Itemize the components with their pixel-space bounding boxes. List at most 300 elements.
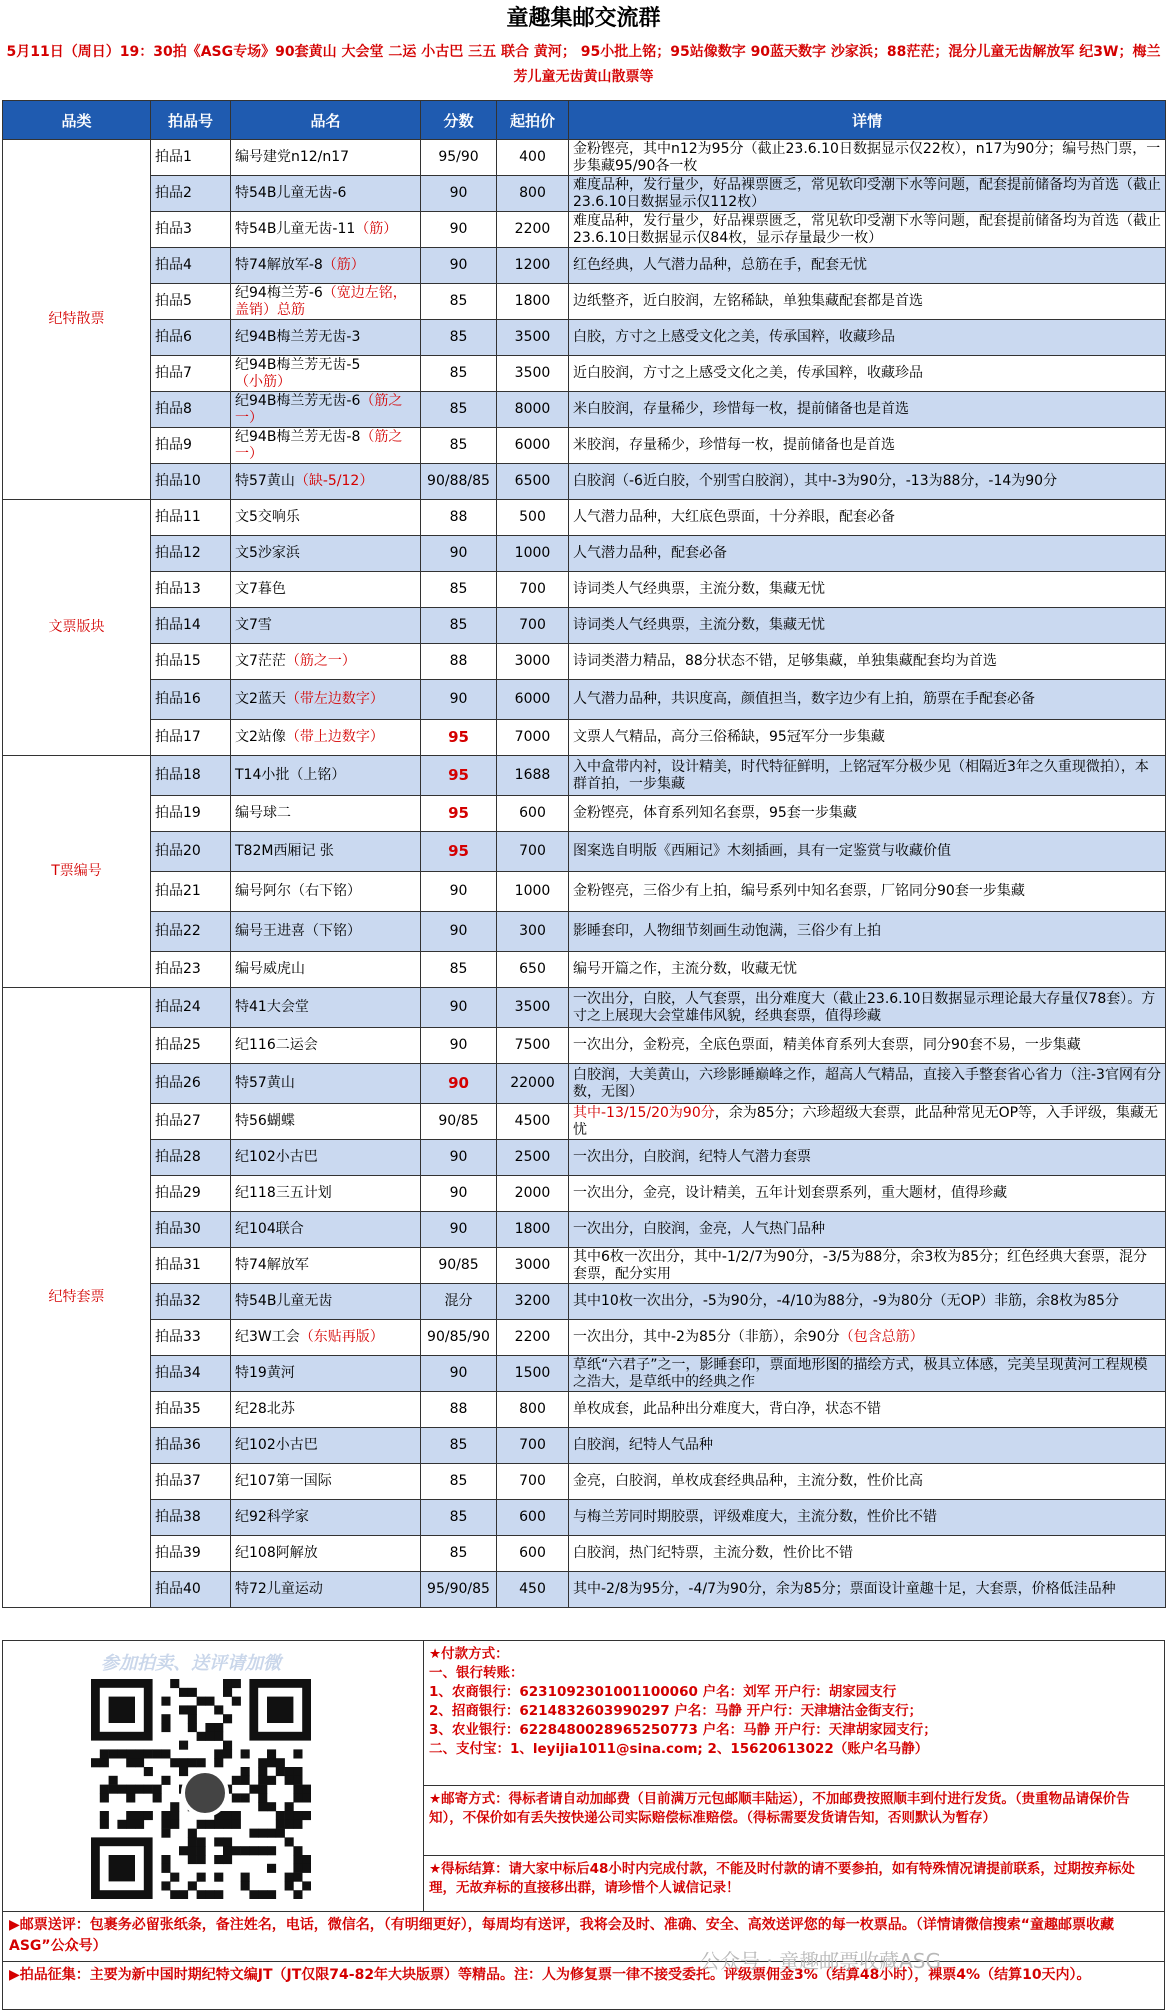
lot-score: 85: [449, 401, 468, 417]
lot-score: 85: [449, 1473, 468, 1489]
lot-name: 文2站像: [235, 729, 286, 745]
lot-detail: 米胶润，存量稀少，珍惜每一枚，提前储备也是首选: [573, 437, 895, 453]
lot-detail-cell: [569, 284, 1166, 320]
lot-name-cell: [231, 912, 421, 952]
lot-score-cell: [421, 1320, 497, 1356]
lot-price-cell: 700: [497, 572, 569, 608]
lot-number-cell: 拍品19: [151, 796, 231, 832]
table-row: [3, 988, 1166, 1028]
lot-name: 特72儿童运动: [235, 1581, 323, 1597]
lot-score: 90: [449, 185, 468, 201]
lot-detail-cell: [569, 1464, 1166, 1500]
lot-name-note: （筋之一）: [235, 428, 403, 462]
table-row: [3, 284, 1166, 320]
lot-name: T82M西厢记 张: [235, 843, 334, 859]
lot-name-note: （筋）: [355, 221, 398, 237]
lot-price-cell: 700: [497, 832, 569, 872]
lot-detail-cell: [569, 1500, 1166, 1536]
lot-detail-cell: [569, 1392, 1166, 1428]
lot-detail-cell: [569, 140, 1166, 176]
lot-number-cell: 拍品12: [151, 536, 231, 572]
lot-detail: 一次出分，金粉亮，全底色票面，精美体育系列大套票，同分90套不易，一步集藏: [573, 1037, 1081, 1053]
alipay-account: 二、支付宝：1、leyijia1011@sina.com; 2、15620613022（账户名马静）: [429, 1741, 929, 1757]
lot-score-cell: [421, 284, 497, 320]
lot-detail-cell: [569, 392, 1166, 428]
lot-name-cell: [231, 320, 421, 356]
lot-name-note: （小筋）: [235, 373, 291, 390]
table-row: [3, 1392, 1166, 1428]
lot-detail: 其中6枚一次出分，其中-1/2/7为90分，-3/5为88分，余3枚为85分；红色经典大套票，混分套票，配分实用: [573, 1248, 1148, 1282]
lot-name: 特54B儿童无齿: [235, 1293, 333, 1309]
lot-detail-cell: [569, 1064, 1166, 1104]
lot-number-cell: 拍品18: [151, 756, 231, 796]
lot-score: 90: [449, 545, 468, 561]
lot-detail-cell: [569, 720, 1166, 756]
lot-name: 编号球二: [235, 805, 291, 821]
lot-score: 85: [449, 293, 468, 309]
lot-score-cell: [421, 680, 497, 720]
lot-number-cell: 拍品6: [151, 320, 231, 356]
lot-score-cell: [421, 1464, 497, 1500]
lot-name: 纪28北苏: [235, 1401, 295, 1417]
lot-name-cell: [231, 608, 421, 644]
lot-price-cell: 4500: [497, 1104, 569, 1140]
table-row: [3, 1212, 1166, 1248]
lot-detail: 单枚成套，此品种出分难度大，背白净，状态不错: [573, 1401, 881, 1417]
lot-price-cell: 1800: [497, 1212, 569, 1248]
lot-score: 85: [449, 961, 468, 977]
lot-score: 85: [449, 329, 468, 345]
table-row: [3, 1176, 1166, 1212]
lot-name-cell: [231, 1428, 421, 1464]
bank-account-2: 2、招商银行：6214832603990297 户名：马静 开户行：天津塘沽金街支行；: [429, 1703, 923, 1719]
lot-name: 纪102小古巴: [235, 1149, 318, 1165]
lot-price-cell: 600: [497, 796, 569, 832]
lot-name: 纪94B梅兰芳无齿-6: [235, 392, 361, 409]
lot-price-cell: 1200: [497, 248, 569, 284]
table-row: [3, 464, 1166, 500]
lot-score-cell: [421, 1572, 497, 1608]
lot-score-cell: [421, 720, 497, 756]
lot-name-cell: [231, 536, 421, 572]
lot-detail-cell: [569, 1104, 1166, 1140]
lot-name: 特57黄山: [235, 473, 295, 489]
lot-price-cell: 300: [497, 912, 569, 952]
lot-detail: 难度品种，发行量少，好品裸票匮乏，常见软印受潮下水等问题，配套提前储备均为首选（截止23.6.10日数据显示仅112枚）: [573, 176, 1161, 210]
lot-price-cell: 6000: [497, 428, 569, 464]
lot-name: 编号建党n12/n17: [235, 149, 350, 165]
table-row: [3, 1428, 1166, 1464]
lot-price-cell: 1500: [497, 1356, 569, 1392]
lot-name-note: （筋之一）: [285, 653, 356, 669]
lot-score-cell: [421, 572, 497, 608]
lot-name: 文5沙家浜: [235, 545, 300, 561]
lot-detail-cell: [569, 356, 1166, 392]
lot-name-cell: [231, 428, 421, 464]
lot-detail-cell: [569, 536, 1166, 572]
lot-number-cell: 拍品11: [151, 500, 231, 536]
lot-name: 文2蓝天: [235, 691, 286, 707]
lot-detail: 图案选自明版《西厢记》木刻插画，具有一定鉴赏与收藏价值: [573, 843, 951, 859]
table-row: [3, 500, 1166, 536]
lot-number-cell: 拍品24: [151, 988, 231, 1028]
lot-detail-cell: [569, 248, 1166, 284]
lot-detail-cell: [569, 464, 1166, 500]
lot-detail-cell: [569, 832, 1166, 872]
lot-score-cell: [421, 536, 497, 572]
lot-name-cell: [231, 680, 421, 720]
lot-number-cell: 拍品21: [151, 872, 231, 912]
lot-score-cell: [421, 356, 497, 392]
lot-name: 纪94梅兰芳-6: [235, 284, 323, 301]
lot-score: 90: [449, 691, 468, 707]
lot-number-cell: 拍品30: [151, 1212, 231, 1248]
lot-score-cell: [421, 320, 497, 356]
lot-name-note: （缺-5/12）: [294, 473, 374, 489]
lot-detail: 其中10枚一次出分，-5为90分，-4/10为88分，-9为80分（无OP）非筋，余8枚为85分: [573, 1293, 1119, 1309]
lot-price-cell: 3500: [497, 988, 569, 1028]
lot-score-cell: [421, 988, 497, 1028]
lot-number-cell: 拍品27: [151, 1104, 231, 1140]
lot-score-cell: [421, 1536, 497, 1572]
lot-detail: 一次出分，白胶润，纪特人气潜力套票: [573, 1149, 811, 1165]
lot-detail: 金亮，白胶润，单枚成套经典品种，主流分数，性价比高: [573, 1473, 923, 1489]
lot-score-cell: [421, 500, 497, 536]
lot-score-cell: [421, 464, 497, 500]
lot-price-cell: 800: [497, 176, 569, 212]
lot-number-cell: 拍品22: [151, 912, 231, 952]
lot-name: 特74解放军: [235, 1257, 309, 1273]
lot-detail: 红色经典，人气潜力品种，总筋在手，配套无忧: [573, 257, 867, 273]
bank-account-3: 3、农业银行：6228480028965250773 户名：马静 开户行：天津胡家园支行；: [429, 1722, 937, 1738]
lot-score: 90: [449, 257, 468, 273]
lot-price-cell: 3000: [497, 644, 569, 680]
qr-section: [3, 1641, 424, 1911]
lot-name: 特57黄山: [235, 1075, 295, 1091]
lot-name-cell: [231, 1212, 421, 1248]
table-row: [3, 248, 1166, 284]
lot-detail: 人气潜力品种，大红底色票面，十分养眼，配套必备: [573, 509, 895, 525]
lot-name-cell: [231, 1140, 421, 1176]
table-row: [3, 536, 1166, 572]
lot-detail-cell: [569, 176, 1166, 212]
lot-price-cell: 450: [497, 1572, 569, 1608]
table-row: [3, 796, 1166, 832]
lot-score: 85: [449, 1509, 468, 1525]
lot-score-cell: [421, 832, 497, 872]
lot-name-cell: [231, 720, 421, 756]
lot-name: 编号王进喜（下铭）: [235, 923, 361, 939]
lot-detail: 白胶润，大美黄山，六珍影睡巅峰之作，超高人气精品，直接入手整套省心省力（注-3官网有分数，无图）: [573, 1066, 1161, 1100]
lot-detail-cell: [569, 680, 1166, 720]
lot-price-cell: 800: [497, 1392, 569, 1428]
lot-price-cell: 2000: [497, 1176, 569, 1212]
lot-price-cell: 7000: [497, 720, 569, 756]
lot-detail-cell: [569, 212, 1166, 248]
lot-number-cell: 拍品34: [151, 1356, 231, 1392]
table-row: [3, 1464, 1166, 1500]
lot-name: 文7暮色: [235, 581, 286, 597]
payment-methods: [423, 1641, 1164, 1786]
wechat-qr-code[interactable]: [91, 1679, 311, 1899]
lot-name: T14小批（上铭）: [235, 767, 346, 783]
lot-score-cell: [421, 1428, 497, 1464]
lot-detail: 诗词类人气经典票，主流分数，集藏无忧: [573, 581, 825, 597]
lot-number-cell: 拍品36: [151, 1428, 231, 1464]
lot-name: 纪92科学家: [235, 1509, 309, 1525]
lot-name-note: （筋之一）: [235, 392, 403, 426]
lot-name-cell: [231, 572, 421, 608]
lot-score: 90: [449, 883, 468, 899]
lot-score: 88: [449, 509, 468, 525]
lot-name-cell: [231, 1284, 421, 1320]
lot-score-cell: [421, 248, 497, 284]
lot-detail-note: （包含总筋）: [839, 1329, 924, 1345]
lot-score-cell: [421, 756, 497, 796]
table-row: [3, 356, 1166, 392]
lot-name-cell: [231, 1028, 421, 1064]
lot-detail-cell: [569, 500, 1166, 536]
lot-detail-cell: [569, 428, 1166, 464]
lot-number-cell: 拍品26: [151, 1064, 231, 1104]
lot-detail-cell: [569, 1140, 1166, 1176]
lot-name-cell: [231, 284, 421, 320]
table-row: [3, 1140, 1166, 1176]
lot-detail: 近白胶润，方寸之上感受文化之美，传承国粹，收藏珍品: [573, 365, 923, 381]
lot-score-cell: [421, 1356, 497, 1392]
lot-detail-cell: [569, 952, 1166, 988]
category-cell: T票编号: [3, 756, 151, 988]
lot-price-cell: 500: [497, 500, 569, 536]
lot-score: 85: [449, 1437, 468, 1453]
lot-detail-cell: [569, 1248, 1166, 1284]
table-row: [3, 392, 1166, 428]
header-category: 品类: [3, 101, 151, 140]
lot-name-cell: [231, 756, 421, 796]
lot-name: 特19黄河: [235, 1365, 295, 1381]
lot-detail: 金粉铿亮，三俗少有上拍，编号系列中知名套票，厂铭同分90套一步集藏: [573, 883, 1025, 899]
lot-score-cell: [421, 952, 497, 988]
lot-detail: 一次出分，白胶润，金亮，人气热门品种: [573, 1221, 825, 1237]
lot-price-cell: 2500: [497, 1140, 569, 1176]
lot-number-cell: 拍品3: [151, 212, 231, 248]
table-row: [3, 1064, 1166, 1104]
table-row: [3, 1572, 1166, 1608]
lot-name-cell: [231, 176, 421, 212]
lot-name-cell: [231, 1176, 421, 1212]
lot-score: 90/85: [438, 1257, 479, 1273]
lot-number-cell: 拍品29: [151, 1176, 231, 1212]
table-row: [3, 212, 1166, 248]
bank-title: 一、银行转账：: [429, 1665, 524, 1681]
lot-price-cell: 2200: [497, 1320, 569, 1356]
lot-price-cell: 2200: [497, 212, 569, 248]
lot-name-cell: [231, 644, 421, 680]
lot-detail-cell: [569, 1284, 1166, 1320]
lot-number-cell: 拍品14: [151, 608, 231, 644]
header-detail: 详情: [569, 101, 1166, 140]
lot-score: 85: [449, 1545, 468, 1561]
lot-score: 95: [448, 765, 469, 784]
lot-score-cell: [421, 1140, 497, 1176]
lot-number-cell: 拍品1: [151, 140, 231, 176]
lot-score: 85: [449, 365, 468, 381]
table-row: [3, 756, 1166, 796]
lot-name-note: （东贴再版）: [299, 1329, 384, 1345]
lot-score-cell: [421, 428, 497, 464]
header-price: 起拍价: [497, 101, 569, 140]
lot-number-cell: 拍品20: [151, 832, 231, 872]
table-row: [3, 1320, 1166, 1356]
lot-detail-cell: [569, 1428, 1166, 1464]
lot-detail-cell: [569, 872, 1166, 912]
lot-price-cell: 600: [497, 1536, 569, 1572]
header-lot: 拍品号: [151, 101, 231, 140]
lot-name-cell: [231, 1464, 421, 1500]
table-row: [3, 912, 1166, 952]
lot-detail-cell: [569, 756, 1166, 796]
lot-number-cell: 拍品13: [151, 572, 231, 608]
lot-detail-cell: [569, 988, 1166, 1028]
lot-detail: 文票人气精品，高分三俗稀缺，95冠军分一步集藏: [573, 729, 885, 745]
lot-number-cell: 拍品33: [151, 1320, 231, 1356]
lot-score: 90/88/85: [427, 473, 490, 489]
lot-score-cell: [421, 912, 497, 952]
lot-detail-cell: [569, 1356, 1166, 1392]
lot-detail: 其中-2/8为95分，-4/7为90分，余为85分；票面设计童趣十足，大套票，价格低洼品种: [573, 1581, 1116, 1597]
lot-name-cell: [231, 1104, 421, 1140]
lot-score-cell: [421, 1028, 497, 1064]
header-score: 分数: [421, 101, 497, 140]
lot-detail: 金粉铿亮，其中n12为95分（截止23.6.10日数据显示仅22枚），n17为90分；编号热门票，一步集藏95/90各一枚: [573, 140, 1161, 174]
lot-name: 特54B儿童无齿-11: [235, 221, 356, 237]
lot-detail-rest: ，余为85分；六珍超级大套票，此品种常见无OP等，入手评级，集藏无忧: [573, 1104, 1159, 1138]
lot-score: 90: [449, 1221, 468, 1237]
lot-name: 纪94B梅兰芳无齿-8: [235, 428, 361, 445]
lot-detail: 一次出分，其中-2为85分（非筋），余90分: [573, 1329, 840, 1345]
lot-score-cell: [421, 608, 497, 644]
lot-name: 纪94B梅兰芳无齿-3: [235, 329, 361, 345]
lot-name-cell: [231, 1572, 421, 1608]
lot-detail: 边纸整齐，近白胶润，左铭稀缺，单独集藏配套都是首选: [573, 293, 923, 309]
lot-name-cell: [231, 1248, 421, 1284]
qr-logo-icon: [181, 1769, 229, 1817]
lot-number-cell: 拍品17: [151, 720, 231, 756]
lot-detail: 草纸“六君子”之一，影睡套印，票面地形图的描绘方式，极具立体感，完美呈现黄河工程规模之浩大，是草纸中的经典之作: [573, 1356, 1148, 1390]
payment-footer: [2, 1640, 1165, 1912]
lot-price-cell: 600: [497, 1500, 569, 1536]
lot-name: 纪104联合: [235, 1221, 304, 1237]
lot-score-cell: [421, 212, 497, 248]
lot-detail-cell: [569, 796, 1166, 832]
lot-detail: 入中盒带内衬，设计精美，时代特征鲜明，上铭冠军分极少见（相隔近3年之久重现微拍），本群首拍，一步集藏: [573, 758, 1149, 792]
lot-number-cell: 拍品28: [151, 1140, 231, 1176]
lot-name: 纪102小古巴: [235, 1437, 318, 1453]
lot-score-cell: [421, 176, 497, 212]
lot-price-cell: 700: [497, 1428, 569, 1464]
lot-price-cell: 650: [497, 952, 569, 988]
lot-name-cell: [231, 1064, 421, 1104]
lot-table-body: [3, 140, 1166, 1608]
lot-name: 文7雪: [235, 617, 272, 633]
lot-detail: 白胶，方寸之上感受文化之美，传承国粹，收藏珍品: [573, 329, 895, 345]
lot-price-cell: 1000: [497, 872, 569, 912]
lot-name-cell: [231, 248, 421, 284]
lot-number-cell: 拍品15: [151, 644, 231, 680]
lot-detail: 一次出分，白胶，人气套票，出分难度大（截止23.6.10日数据显示理论最大存量仅78套）。方寸之上展现大会堂雄伟风貌，经典套票，值得珍藏: [573, 990, 1156, 1024]
notes-section: [2, 1912, 1165, 2010]
table-row: [3, 140, 1166, 176]
lot-name-cell: [231, 988, 421, 1028]
lot-score: 90: [449, 1037, 468, 1053]
watermark: 公众号 · 童趣邮票收藏ASG: [700, 1949, 941, 1973]
lot-score-cell: [421, 1212, 497, 1248]
category-cell: 文票版块: [3, 500, 151, 756]
table-row: [3, 872, 1166, 912]
qr-label: 参加拍卖、送评请加微: [101, 1653, 281, 1674]
lot-score: 95: [448, 841, 469, 860]
payment-title: ★付款方式：: [429, 1646, 509, 1662]
lot-name: 纪3W工会: [235, 1329, 300, 1345]
lot-name: 文5交响乐: [235, 509, 300, 525]
table-row: [3, 1028, 1166, 1064]
category-cell: 纪特散票: [3, 140, 151, 500]
lot-name-note: （带上边数字）: [285, 729, 384, 745]
lot-detail-highlight: 其中-13/15/20为90分: [573, 1104, 715, 1121]
lot-number-cell: 拍品25: [151, 1028, 231, 1064]
lot-price-cell: 400: [497, 140, 569, 176]
payment-info: [423, 1641, 1164, 1911]
lot-score-cell: [421, 1392, 497, 1428]
table-row: [3, 428, 1166, 464]
auction-subtitle: 5月11日（周日）19：30拍《ASG专场》90套黄山 大会堂 二运 小古巴 三五 联合 黄河； 95小批上铭；95站像数字 90蓝天数字 沙家浜；88茫茫；混分儿童无齿解放军 纪3W；梅兰芳儿童无齿黄山散票等: [6, 44, 1161, 85]
consignment-note: ▶拍品征集：主要为新中国时期纪特文编JT（JT仅限74-82年大块版票）等精品。注：人为修复票一律不接受委托。评级票佣金3%（结算48小时），裸票4%（结算10天内）。: [2, 1962, 1165, 2010]
lot-price-cell: 7500: [497, 1028, 569, 1064]
lot-name-cell: [231, 392, 421, 428]
lot-score: 95: [448, 803, 469, 822]
lot-price-cell: 1800: [497, 284, 569, 320]
appraisal-note: ▶邮票送评：包裹务必留张纸条，备注姓名，电话，微信名，（有明细更好），每周均有送评，我将会及时、准确、安全、高效送评您的每一枚票品。（详情请微信搜索“童趣邮票收藏ASG”公众号）: [2, 1912, 1165, 1962]
lot-detail-cell: [569, 1028, 1166, 1064]
lot-price-cell: 22000: [497, 1064, 569, 1104]
lot-number-cell: 拍品35: [151, 1392, 231, 1428]
category-cell: 纪特套票: [3, 988, 151, 1608]
lot-detail-cell: [569, 1536, 1166, 1572]
lot-detail: 影睡套印，人物细节刻画生动饱满，三俗少有上拍: [573, 923, 881, 939]
lot-price-cell: 3500: [497, 356, 569, 392]
lot-detail: 米白胶润，存量稀少，珍惜每一枚，提前储备也是首选: [573, 401, 909, 417]
lot-number-cell: 拍品39: [151, 1536, 231, 1572]
lot-price-cell: 8000: [497, 392, 569, 428]
lot-score: 90: [449, 221, 468, 237]
lot-name: 纪118三五计划: [235, 1185, 332, 1201]
lot-score: 85: [449, 617, 468, 633]
lot-number-cell: 拍品16: [151, 680, 231, 720]
lot-name-note: （筋）: [322, 257, 365, 273]
lot-price-cell: 1000: [497, 536, 569, 572]
lot-detail: 编号开篇之作，主流分数，收藏无忧: [573, 961, 797, 977]
lot-name: 纪116二运会: [235, 1037, 318, 1053]
lot-name-cell: [231, 796, 421, 832]
lot-score: 85: [449, 581, 468, 597]
lot-table: [2, 100, 1166, 1608]
settlement-info: ★得标结算：请大家中标后48小时内完成付款，不能及时付款的请不要参拍，如有特殊情况请提前联系，过期按弃标处理，无故弃标的直接移出群，请珍惜个人诚信记录！: [429, 1861, 1135, 1896]
lot-name: 编号阿尔（右下铭）: [235, 883, 361, 899]
lot-number-cell: 拍品23: [151, 952, 231, 988]
lot-detail-cell: [569, 608, 1166, 644]
lot-score-cell: [421, 1104, 497, 1140]
lot-score: 90: [449, 1185, 468, 1201]
